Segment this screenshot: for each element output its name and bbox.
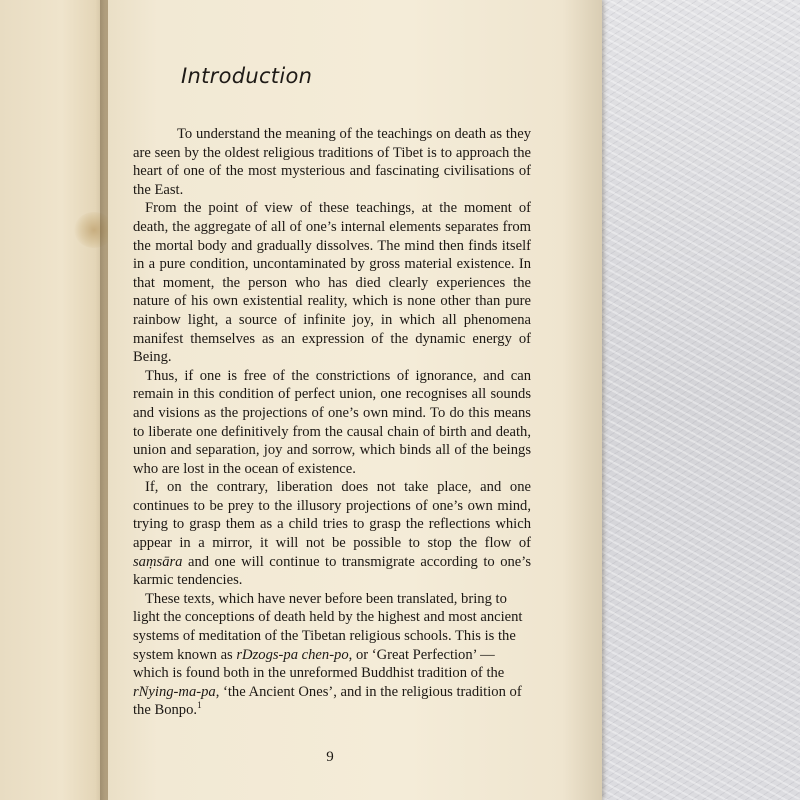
- paragraph-5: [133, 590, 531, 720]
- paragraph-text: Thus, if one is free of the constrictions of ignorance, and can remain in this condition of perfect union, one recognises all sounds and visions as the projections of one’s own mind. To do this means to liberate one definitively from the causal chain of birth and death, union and separation, joy and sorrow, which binds all of the beings who are lost in the ocean of existence.: [133, 367, 531, 477]
- paragraph-text: These texts, which have never before been translated, bring to light the conceptions of death held by the highest and most ancient systems of meditation of the Tibetan religious schools. This is the system known as: [133, 590, 523, 663]
- term-rnying-ma-pa: rNying-ma-pa: [133, 683, 216, 700]
- paragraph-text: To understand the meaning of the teachings on death as they are seen by the oldest religious traditions of Tibet is to approach the heart of one of the most mysterious and fascinating civilisations of the East.: [133, 126, 531, 198]
- fabric-background: [590, 0, 800, 800]
- page-number: 9: [326, 749, 334, 765]
- footnote-marker: 1: [197, 700, 202, 711]
- paragraph-4: [133, 478, 531, 590]
- paragraph-text: , ‘the Ancient Ones’, and in the religious tradition of the Bonpo.: [133, 683, 522, 719]
- paragraph-text: From the point of view of these teachings, at the moment of death, the aggregate of all of one’s internal elements separates from the mortal body and gradually dissolves. The mind then finds itself in a pure condition, uncontaminated by gross material existence. In that moment, the person who has died clearly experiences the nature of his own existential reality, which is none other than pure rainbow light, a source of infinite joy, in which all phenomena manifest themselves as an expression of the dynamic energy of Being.: [133, 200, 531, 366]
- paragraph-text: and one will continue to transmigrate according to one’s karmic tendencies.: [133, 553, 531, 589]
- paragraph-text: If, on the contrary, liberation does not take place, and one continues to be prey to the illusory projections of one’s own mind, trying to grasp them as a child tries to grasp the reflections which appear in a mirror, it will not be possible to stop the flow of: [133, 479, 531, 552]
- paragraph-1: [133, 125, 531, 199]
- term-samsara: saṃsāra: [133, 553, 183, 570]
- paragraph-text: , or ‘Great Perfection’ — which is found both in the unreformed Buddhist tradition of the: [133, 646, 505, 682]
- body-text: [133, 125, 531, 720]
- facing-page-edge: [0, 0, 112, 800]
- paragraph-3: [133, 367, 531, 479]
- term-rdzogs-pa-chen-po: rDzogs-pa chen-po: [236, 646, 349, 663]
- paragraph-2: [133, 199, 531, 366]
- chapter-title: Introduction: [181, 64, 313, 88]
